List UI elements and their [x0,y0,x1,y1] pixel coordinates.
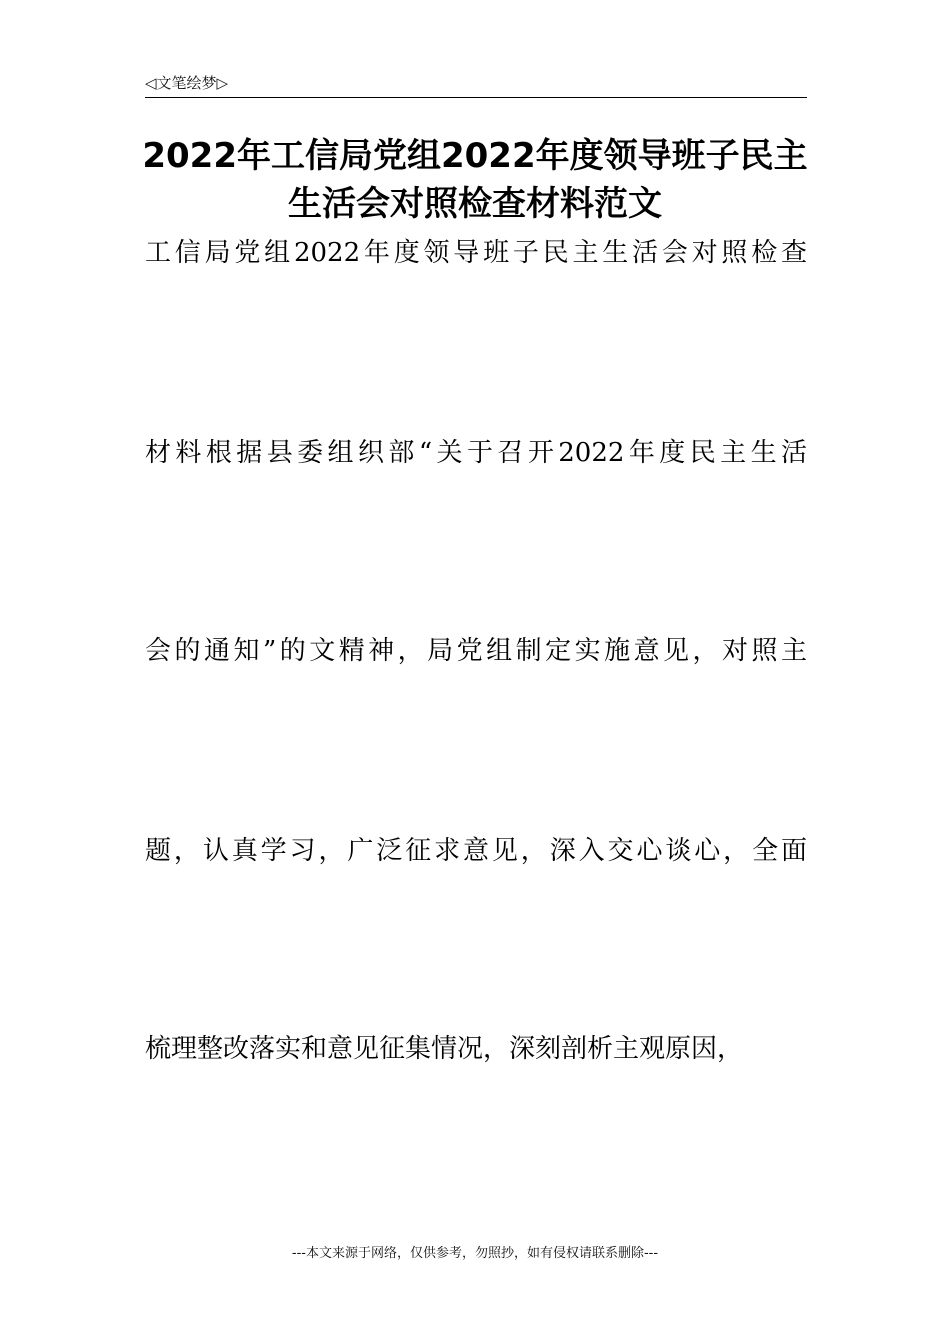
body-text-line-5: 梳理整改落实和意见征集情况，深刻剖析主观原因， [145,1034,744,1064]
header-tag: ◁文笔绘梦▷ [145,74,229,92]
header-divider [145,97,807,98]
body-text-line-4: 题，认真学习，广泛征求意见，深入交心谈心，全面 [145,836,807,866]
body-text-line-1: 工信局党组2022年度领导班子民主生活会对照检查 [145,238,807,268]
footer-disclaimer: ---本文来源于网络，仅供参考，勿照抄，如有侵权请联系删除--- [291,1246,659,1261]
body-text-line-2: 材料根据县委组织部“关于召开2022年度民主生活 [145,438,807,468]
body-text-line-3: 会的通知”的文精神，局党组制定实施意见，对照主 [145,636,807,666]
document-title-line-1: 2022年工信局党组2022年度领导班子民主 [142,136,808,176]
document-title-line-2: 生活会对照检查材料范文 [288,184,662,224]
